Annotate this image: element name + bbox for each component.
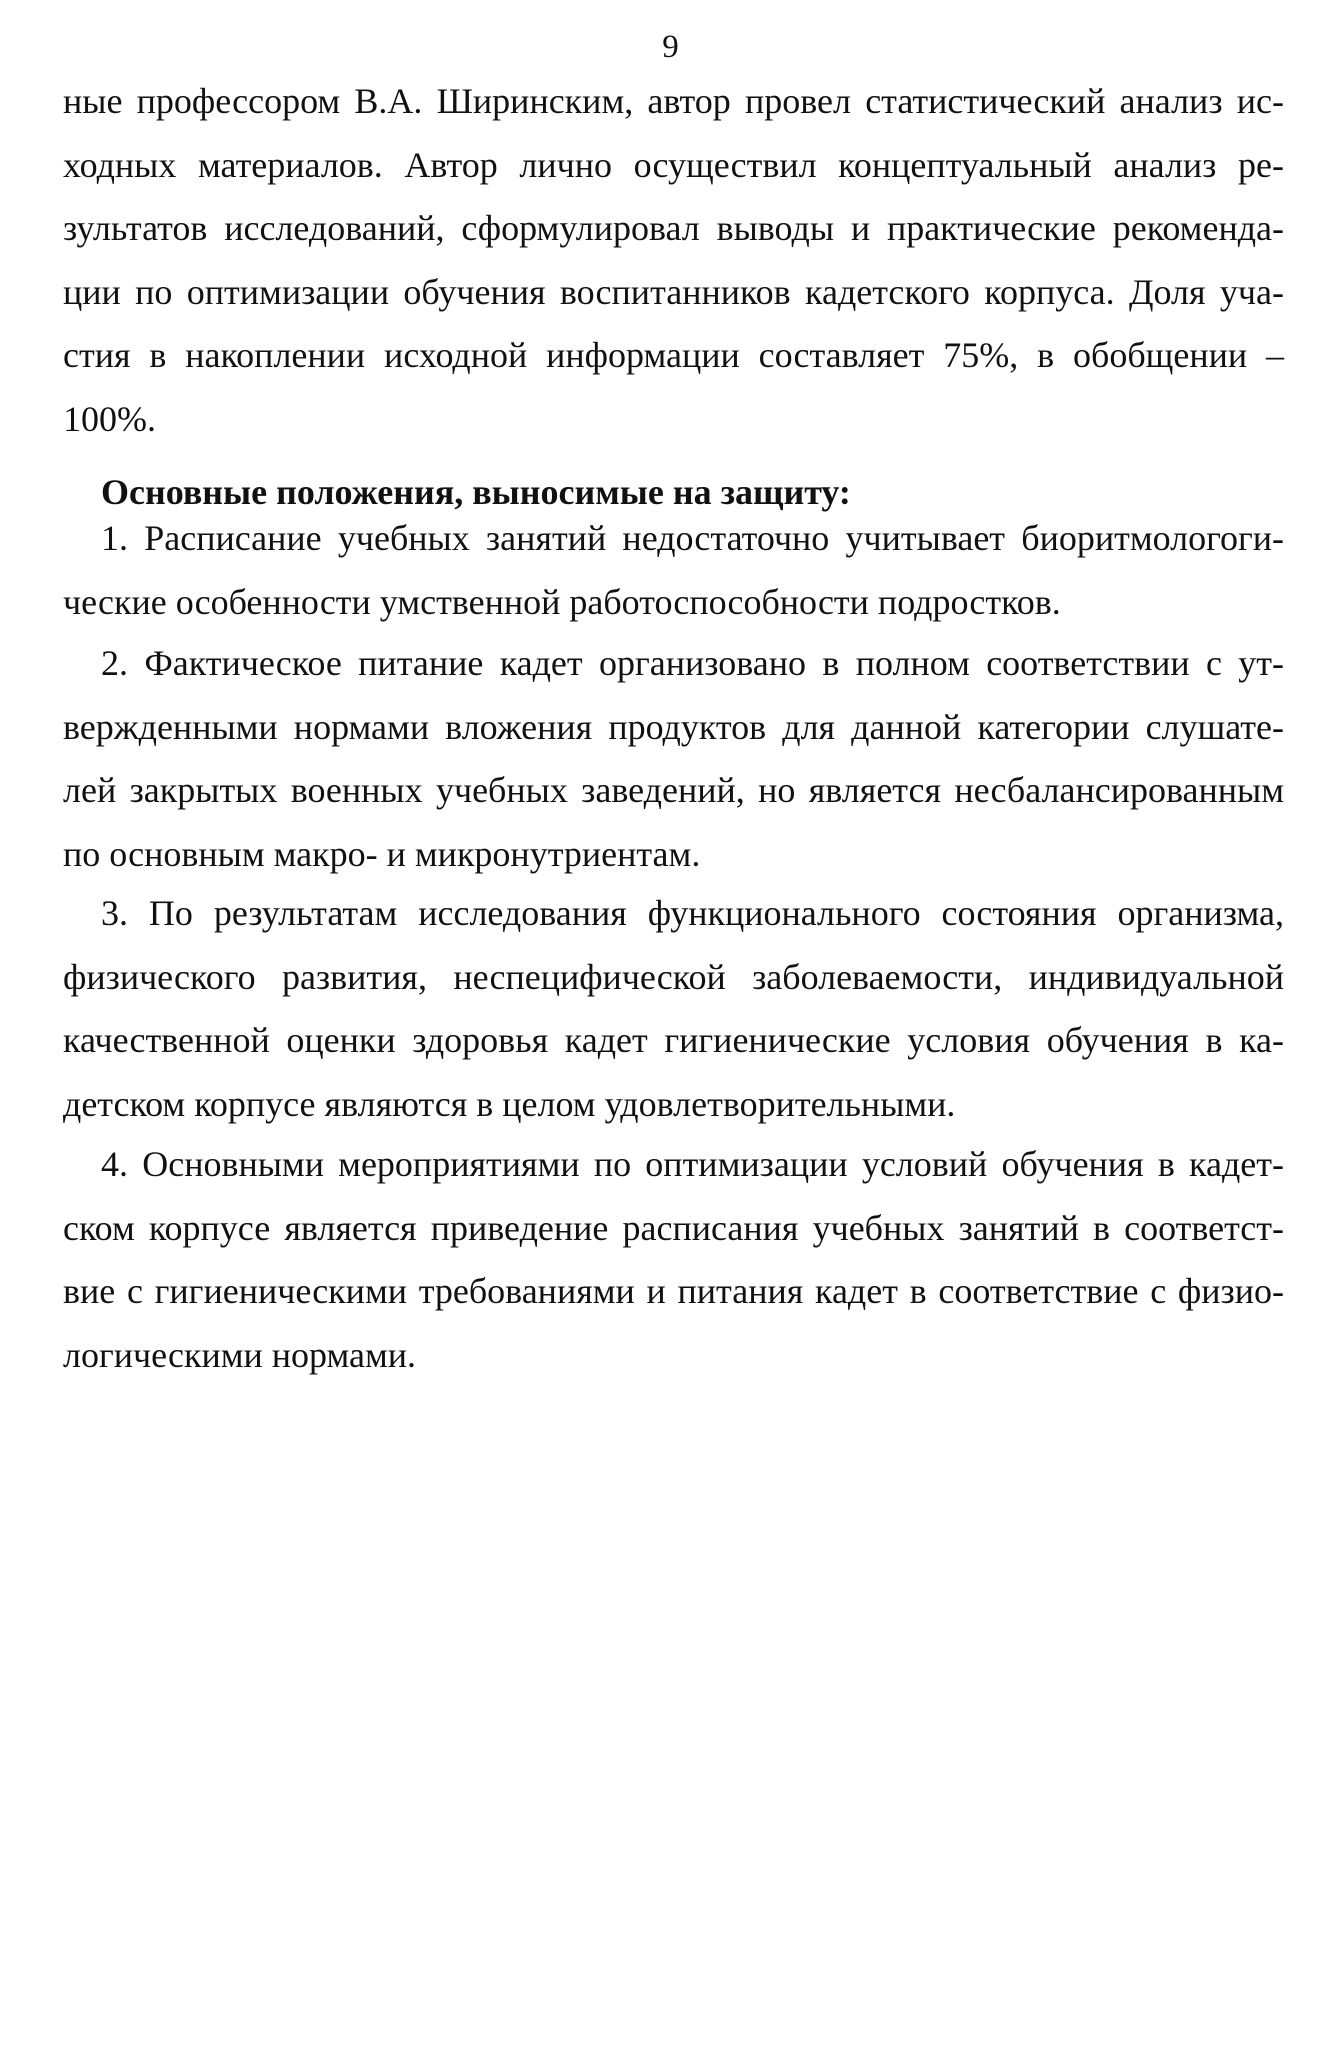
text-line: стия в накоплении исходной информации составляет 75%, в обобщении – bbox=[63, 335, 1284, 375]
intro-paragraph bbox=[63, 70, 1284, 451]
text-line: ческие особенности умственной работоспособности подростков. bbox=[63, 581, 1061, 622]
text-line: 1. Расписание учебных занятий недостаточно учитывает биоритмологоги- bbox=[101, 518, 1284, 558]
text-line: зультатов исследований, сформулировал выводы и практические рекоменда- bbox=[63, 208, 1284, 248]
text-line: детском корпусе являются в целом удовлетворительными. bbox=[63, 1083, 956, 1124]
text-line: по основным макро- и микронутриентам. bbox=[63, 833, 701, 874]
text-line: вержденными нормами вложения продуктов для данной категории слушате- bbox=[63, 706, 1284, 747]
text-line: ходных материалов. Автор лично осуществил концептуальный анализ ре- bbox=[63, 144, 1284, 185]
text-line: ском корпусе является приведение расписания учебных занятий в соответст- bbox=[63, 1207, 1284, 1248]
text-line: 2. Фактическое питание кадет организовано в полном соответствии с ут- bbox=[101, 643, 1284, 683]
point-1 bbox=[63, 507, 1284, 634]
text-line: ции по оптимизации обучения воспитанников кадетского корпуса. Доля уча- bbox=[63, 271, 1284, 312]
section-heading: Основные положения, выносимые на защиту: bbox=[101, 472, 851, 512]
text-line: 100%. bbox=[63, 398, 156, 439]
text-line: вие с гигиеническими требованиями и питания кадет в соответствие с физио- bbox=[63, 1271, 1284, 1311]
page-number: 9 bbox=[662, 29, 679, 65]
text-line: лей закрытых военных учебных заведений, но является несбалансированным bbox=[63, 770, 1284, 810]
text-line: 4. Основными мероприятиями по оптимизации условий обучения в кадет- bbox=[101, 1144, 1284, 1184]
point-2 bbox=[63, 632, 1284, 886]
text-line: качественной оценки здоровья кадет гигиенические условия обучения в ка- bbox=[63, 1020, 1284, 1060]
text-line: ные профессором В.А. Ширинским, автор провел статистический анализ ис- bbox=[63, 81, 1284, 121]
text-line: физического развития, неспецифической заболеваемости, индивидуальной bbox=[63, 956, 1284, 997]
text-line: логическими нормами. bbox=[63, 1334, 417, 1375]
point-3 bbox=[63, 882, 1284, 1136]
point-4 bbox=[63, 1133, 1284, 1387]
text-line: 3. По результатам исследования функционального состояния организма, bbox=[101, 893, 1284, 933]
